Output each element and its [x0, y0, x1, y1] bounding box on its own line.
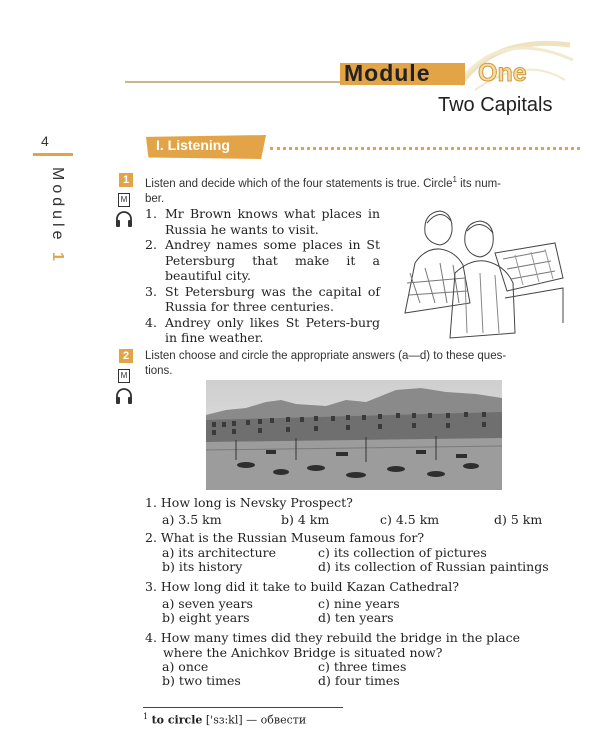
section-title: I. Listening: [156, 137, 230, 153]
option-b[interactable]: b) eight years: [162, 610, 250, 625]
exercise-1-instruction: Listen and decide which of the four statements is true. Circle$^1$ its num- ber.: [145, 175, 502, 205]
option-b[interactable]: b) its history: [162, 559, 243, 574]
question-2: 2. What is the Russian Museum famous for?: [145, 530, 425, 545]
exercise-1-statements: [145, 206, 380, 346]
footnote: $^1$ to circle ['sɜ:kl] — обвести: [143, 712, 307, 727]
statement-item: 2. Andrey names some places in St Petersburg that make it a beautiful city.: [145, 237, 380, 283]
headphones-icon: [114, 386, 134, 406]
option-d[interactable]: d) 5 km: [494, 512, 543, 527]
header-rule: [125, 81, 340, 83]
option-c[interactable]: c) its collection of pictures: [318, 545, 487, 560]
headphones-icon: [114, 209, 134, 229]
workbook-icon: M: [118, 369, 130, 383]
option-c[interactable]: c) three times: [318, 659, 407, 674]
option-b[interactable]: b) 4 km: [281, 512, 330, 527]
option-a[interactable]: a) once: [162, 659, 209, 674]
question-4: 4. How many times did they rebuild the bridge in the place where the Anichkov Bridge is situated now?: [145, 630, 521, 660]
page-subtitle: Two Capitals: [438, 94, 553, 116]
two-men-sketch-illustration: [395, 203, 565, 343]
statement-item: 1. Mr Brown knows what places in Russia he wants to visit.: [145, 206, 380, 237]
margin-rule: [33, 153, 73, 156]
option-b[interactable]: b) two times: [162, 673, 241, 688]
option-d[interactable]: d) four times: [318, 673, 400, 688]
workbook-icon: M: [118, 193, 130, 207]
module-number: One: [478, 59, 527, 87]
statement-item: 3. St Petersburg was the capital of Russia for three centuries.: [145, 283, 380, 314]
option-c[interactable]: c) 4.5 km: [380, 512, 440, 527]
exercise-2-instruction: Listen choose and circle the appropriate answers (a—d) to these ques- tions.: [145, 350, 507, 377]
side-module-label: Module 1: [49, 167, 66, 265]
option-c[interactable]: c) nine years: [318, 596, 400, 611]
module-word: Module: [344, 60, 431, 86]
footnote-rule: [143, 707, 343, 708]
exercise-1-number: 1: [119, 173, 133, 187]
section-dotted-rule: [270, 147, 580, 150]
question-1: 1. How long is Nevsky Prospect?: [145, 495, 353, 510]
option-d[interactable]: d) its collection of Russian paintings: [318, 559, 549, 574]
page-number: 4: [41, 133, 49, 149]
option-a[interactable]: a) its architecture: [162, 545, 277, 560]
question-3: 3. How long did it take to build Kazan Cathedral?: [145, 579, 459, 594]
nevsky-prospect-photo: [206, 380, 502, 490]
exercise-2-number: 2: [119, 349, 133, 363]
statement-item: 4. Andrey only likes St Peters-burg in fine weather.: [145, 314, 380, 345]
option-a[interactable]: a) 3.5 km: [162, 512, 222, 527]
option-d[interactable]: d) ten years: [318, 610, 394, 625]
option-a[interactable]: a) seven years: [162, 596, 253, 611]
